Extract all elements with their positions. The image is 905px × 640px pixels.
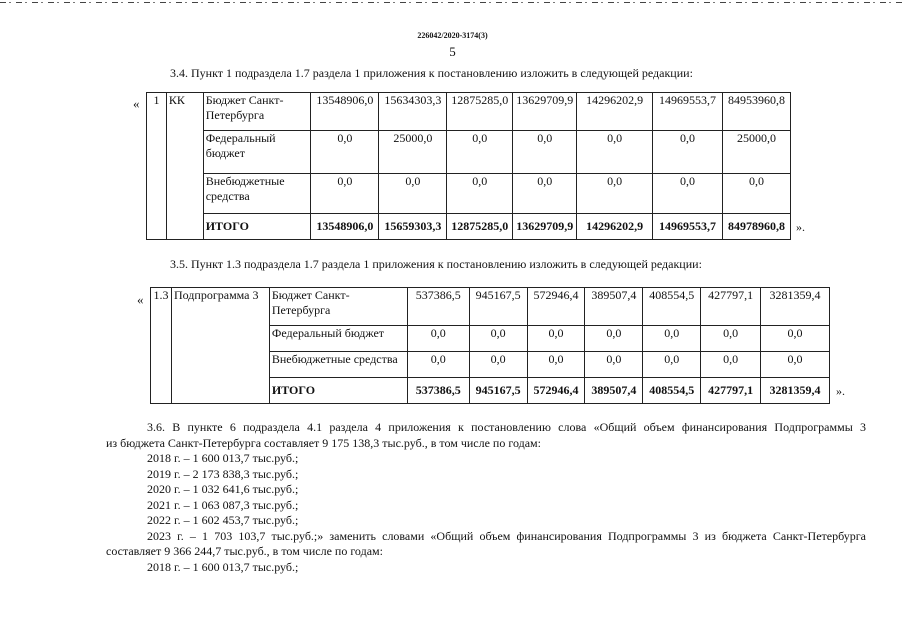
value-cell: 0,0: [513, 131, 577, 174]
value-cell: 13629709,9: [513, 93, 577, 131]
value-cell: 0,0: [379, 174, 447, 214]
paragraph-line: 3.6. В пункте 6 подраздела 4.1 раздела 4 приложения к постановлению слова «Общий объем финансирования Подпрограммы 3: [147, 420, 866, 434]
table-row: [151, 288, 830, 326]
total-row: [147, 214, 791, 240]
value-cell: 537386,5: [407, 378, 469, 404]
funding-source: Федеральный бюджет: [269, 326, 407, 352]
value-cell: 0,0: [761, 352, 830, 378]
value-cell: 25000,0: [379, 131, 447, 174]
section-3-4-table: [146, 92, 791, 240]
value-cell: 0,0: [585, 352, 643, 378]
value-cell: 389507,4: [585, 288, 643, 326]
value-cell: 0,0: [577, 131, 653, 174]
section-3-5-heading: 3.5. Пункт 1.3 подраздела 1.7 раздела 1 приложения к постановлению изложить в следующей редакции:: [170, 257, 702, 271]
row-number: 1.3: [151, 288, 172, 404]
value-cell: 0,0: [643, 326, 701, 352]
value-cell: 537386,5: [407, 288, 469, 326]
value-cell: 0,0: [701, 326, 761, 352]
close-quote: ».: [796, 220, 805, 234]
document-number: 226042/2020-3174(3): [417, 31, 488, 40]
total-label: ИТОГО: [269, 378, 407, 404]
table-row: [147, 174, 791, 214]
scan-top-edge: [0, 2, 905, 3]
value-cell: 0,0: [407, 326, 469, 352]
paragraph-line: 2023 г. – 1 703 103,7 тыс.руб.;» заменить словами «Общий объем финансирования Подпрограммы 3 из бюджета Санкт-Петербурга: [147, 528, 866, 543]
table-row: [147, 93, 791, 131]
value-cell: 0,0: [701, 352, 761, 378]
value-cell: 389507,4: [585, 378, 643, 404]
funding-source: Внебюджетные средства: [269, 352, 407, 378]
value-cell: 14296202,9: [577, 214, 653, 240]
open-quote: «: [137, 292, 144, 307]
value-cell: 84953960,8: [722, 93, 790, 131]
value-cell: 0,0: [447, 174, 513, 214]
value-cell: 25000,0: [722, 131, 790, 174]
value-cell: 84978960,8: [722, 214, 790, 240]
value-cell: 0,0: [653, 131, 723, 174]
open-quote: «: [133, 96, 140, 111]
value-cell: 0,0: [527, 326, 585, 352]
value-cell: 0,0: [527, 352, 585, 378]
value-cell: 0,0: [469, 326, 527, 352]
funding-source: Бюджет Санкт-Петербурга: [269, 288, 407, 326]
value-cell: 0,0: [513, 174, 577, 214]
year-line: 2018 г. – 1 600 013,7 тыс.руб.;: [147, 559, 299, 574]
year-line: 2018 г. – 1 600 013,7 тыс.руб.;: [147, 451, 299, 465]
row-code: Подпрограмма 3: [171, 288, 269, 404]
value-cell: 0,0: [653, 174, 723, 214]
page-number: 5: [449, 44, 456, 59]
value-cell: 12875285,0: [447, 214, 513, 240]
value-cell: 572946,4: [527, 378, 585, 404]
total-label: ИТОГО: [203, 214, 311, 240]
year-line: 2021 г. – 1 063 087,3 тыс.руб.;: [147, 497, 299, 512]
value-cell: 3281359,4: [761, 288, 830, 326]
value-cell: 0,0: [407, 352, 469, 378]
value-cell: 15659303,3: [379, 214, 447, 240]
value-cell: 0,0: [585, 326, 643, 352]
value-cell: 0,0: [469, 352, 527, 378]
paragraph-line: составляет 9 366 244,7 тыс.руб., в том числе по годам:: [106, 544, 383, 558]
year-line: 2020 г. – 1 032 641,6 тыс.руб.;: [147, 482, 299, 496]
table-row: [147, 131, 791, 174]
value-cell: 13629709,9: [513, 214, 577, 240]
row-code: КК: [166, 93, 203, 240]
value-cell: 945167,5: [469, 288, 527, 326]
value-cell: 13548906,0: [311, 93, 379, 131]
value-cell: 0,0: [761, 326, 830, 352]
value-cell: 13548906,0: [311, 214, 379, 240]
value-cell: 408554,5: [643, 288, 701, 326]
funding-source: Федеральный бюджет: [203, 131, 311, 174]
value-cell: 0,0: [447, 131, 513, 174]
value-cell: 572946,4: [527, 288, 585, 326]
value-cell: 14296202,9: [577, 93, 653, 131]
section-3-4-heading: 3.4. Пункт 1 подраздела 1.7 раздела 1 приложения к постановлению изложить в следующей редакции:: [170, 66, 693, 80]
section-3-5-table: [150, 287, 830, 404]
year-line: 2019 г. – 2 173 838,3 тыс.руб.;: [147, 466, 299, 481]
close-quote: ».: [836, 384, 845, 398]
value-cell: 0,0: [577, 174, 653, 214]
value-cell: 427797,1: [701, 378, 761, 404]
funding-source: Бюджет Санкт-Петербурга: [203, 93, 311, 131]
value-cell: 14969553,7: [653, 214, 723, 240]
value-cell: 12875285,0: [447, 93, 513, 131]
value-cell: 408554,5: [643, 378, 701, 404]
value-cell: 0,0: [311, 131, 379, 174]
value-cell: 945167,5: [469, 378, 527, 404]
year-line: 2022 г. – 1 602 453,7 тыс.руб.;: [147, 513, 299, 527]
value-cell: 14969553,7: [653, 93, 723, 131]
value-cell: 3281359,4: [761, 378, 830, 404]
section-3-6-text: [106, 420, 866, 575]
value-cell: 427797,1: [701, 288, 761, 326]
value-cell: 0,0: [643, 352, 701, 378]
paragraph-line: из бюджета Санкт-Петербурга составляет 9 175 138,3 тыс.руб., в том числе по годам:: [106, 435, 541, 450]
funding-source: Внебюджетные средства: [203, 174, 311, 214]
value-cell: 15634303,3: [379, 93, 447, 131]
row-number: 1: [147, 93, 167, 240]
value-cell: 0,0: [311, 174, 379, 214]
value-cell: 0,0: [722, 174, 790, 214]
